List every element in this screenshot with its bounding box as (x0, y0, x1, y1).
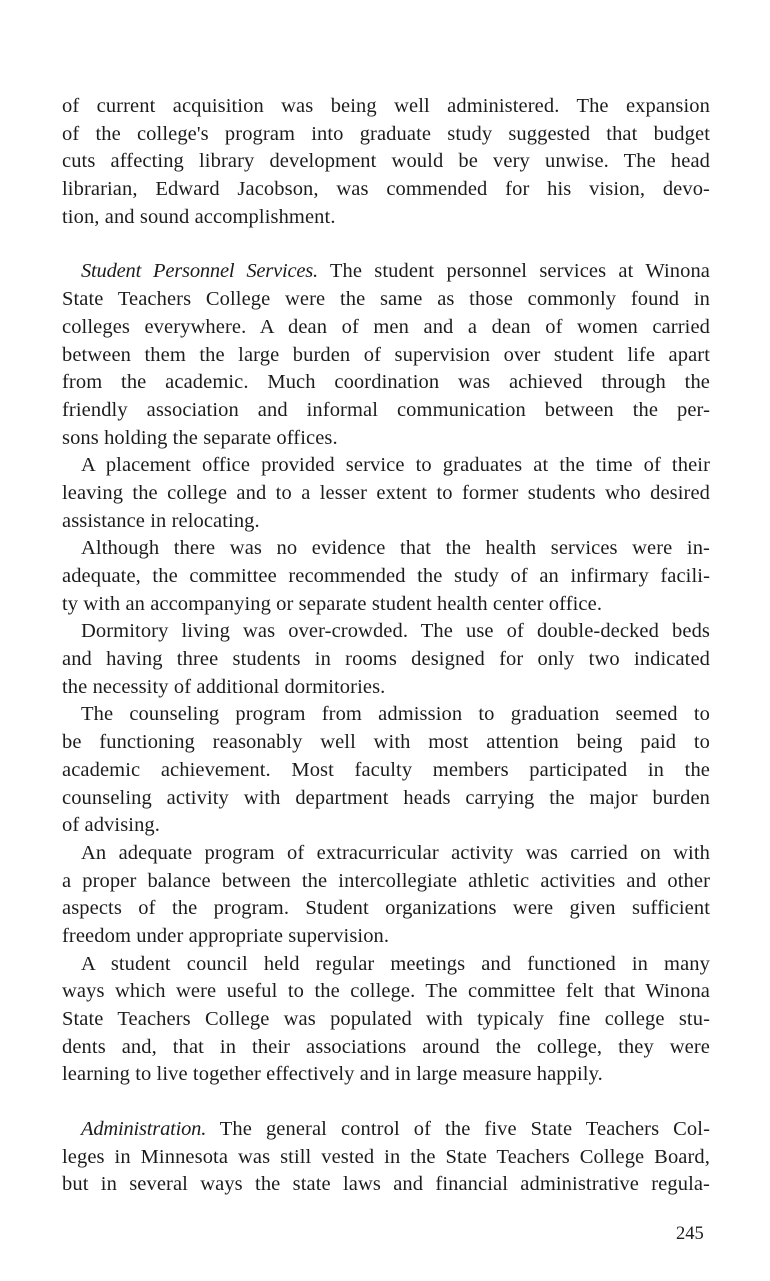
section-gap (62, 231, 710, 258)
text-line: A placement office provided service to graduates at the time of their (81, 454, 710, 477)
text-line: Dormitory living was over-crowded. The use of double-decked beds (81, 620, 710, 643)
paragraph-student-council (62, 951, 710, 1089)
paragraph-dormitory (62, 618, 710, 701)
text-line: counseling activity with department heads carrying the major burden (62, 786, 710, 809)
text-line: ty with an accompanying or separate student health center office. (62, 592, 603, 615)
paragraph-counseling (62, 701, 710, 839)
text-line: assistance in relocating. (62, 509, 260, 532)
text-line: colleges everywhere. A dean of men and a dean of women carried (62, 315, 710, 338)
page-number: 245 (676, 1224, 704, 1244)
text-line: be functioning reasonably well with most attention being paid to (62, 731, 710, 754)
text-line: An adequate program of extracurricular activity was carried on with (81, 841, 710, 864)
text-line: State Teachers College were the same as those commonly found in (62, 288, 710, 311)
text-line: of advising. (62, 814, 160, 837)
paragraph-health-services (62, 535, 710, 618)
text-run: The student personnel services at Winona (317, 260, 710, 283)
document-page (62, 93, 710, 1199)
text-line: of the college's program into graduate study suggested that budget (62, 122, 710, 145)
paragraph-placement-office (62, 452, 710, 535)
text-line: friendly association and informal communication between the per- (62, 398, 710, 421)
paragraph-administration (62, 1116, 710, 1199)
text-line: librarian, Edward Jacobson, was commended for his vision, devo- (62, 178, 710, 201)
text-line: aspects of the program. Student organizations were given sufficient (62, 897, 710, 920)
text-line: academic achievement. Most faculty members participated in the (62, 758, 710, 781)
text-line: State Teachers College was populated with typicaly fine college stu- (62, 1008, 710, 1030)
text-line: leaving the college and to a lesser extent to former students who desired (62, 481, 710, 504)
text-line: freedom under appropriate supervision. (62, 924, 390, 947)
text-line: A student council held regular meetings and functioned in many (81, 952, 710, 975)
section-heading: Student Personnel Services. (81, 260, 318, 283)
section-heading: Administration. (81, 1118, 207, 1141)
text-line: learning to live together effectively and in large measure happily. (62, 1063, 603, 1086)
text-line: tion, and sound accomplishment. (62, 205, 336, 228)
text-line: of current acquisition was being well administered. The expansion (62, 95, 710, 117)
text-line: and having three students in rooms designed for only two indicated (62, 648, 710, 671)
section-gap (62, 1089, 710, 1116)
text-line: leges in Minnesota was still vested in the State Teachers College Board, (62, 1145, 710, 1168)
text-line: cuts affecting library development would be very unwise. The head (62, 150, 710, 173)
text-line: a proper balance between the intercollegiate athletic activities and other (62, 869, 710, 892)
text-line: adequate, the committee recommended the study of an infirmary facili- (62, 565, 710, 587)
text-line: ways which were useful to the college. The committee felt that Winona (62, 980, 710, 1003)
paragraph-library (62, 93, 710, 231)
text-line (62, 258, 710, 286)
text-line: sons holding the separate offices. (62, 426, 338, 449)
paragraph-student-personnel-services (62, 258, 710, 452)
paragraph-extracurricular (62, 840, 710, 951)
text-line: but in several ways the state laws and financial administrative regula- (62, 1173, 710, 1196)
text-line (62, 1116, 710, 1144)
text-run: The general control of the five State Teachers Col- (206, 1118, 710, 1141)
text-line: the necessity of additional dormitories. (62, 675, 386, 698)
text-line: dents and, that in their associations around the college, they were (62, 1035, 710, 1058)
text-line: Although there was no evidence that the health services were in- (81, 537, 710, 560)
text-line: from the academic. Much coordination was achieved through the (62, 371, 710, 394)
text-line: The counseling program from admission to graduation seemed to (81, 703, 710, 726)
text-line: between them the large burden of supervision over student life apart (62, 343, 710, 366)
